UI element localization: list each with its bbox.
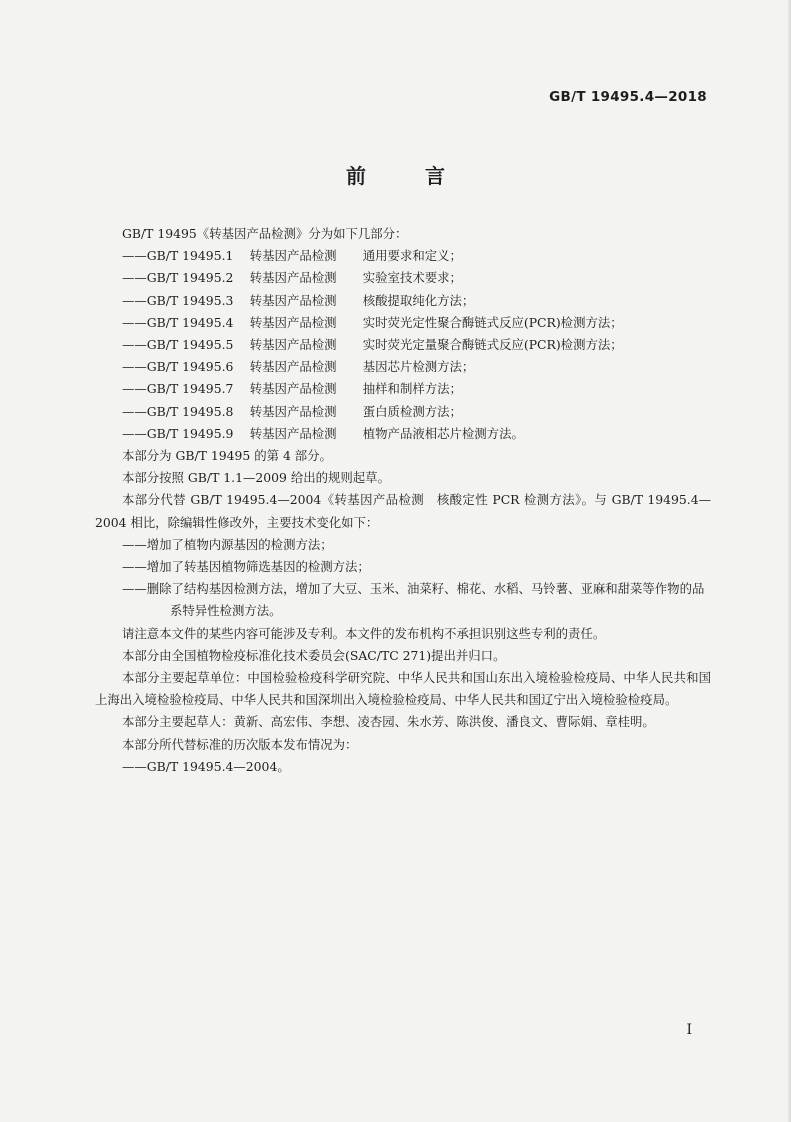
list-dash: —— (122, 248, 147, 264)
part-series: 转基因产品检测 (249, 337, 337, 353)
part-list-item (95, 378, 711, 400)
change-item: ——删除了结构基因检测方法，增加了大豆、玉米、油菜籽、棉花、水稻、马铃薯、亚麻和甜菜等作物的品系特异性检测方法。 (122, 581, 705, 619)
part-name: 抽样和制样方法； (362, 381, 462, 397)
history-heading: 本部分所代替标准的历次版本发布情况为： (122, 736, 358, 752)
part-name: 植物产品液相芯片检测方法。 (362, 425, 524, 441)
part-name: 核酸提取纯化方法； (362, 292, 475, 308)
intro-paragraph: GB/T 19495《转基因产品检测》分为如下几部分： (122, 226, 408, 241)
scan-edge (787, 0, 791, 1122)
page-number: I (686, 1022, 692, 1038)
list-dash: —— (122, 425, 147, 441)
part-name: 蛋白质检测方法； (362, 403, 462, 419)
part-series: 转基因产品检测 (249, 314, 337, 330)
part-code: GB/T 19495.2 (146, 270, 234, 286)
list-dash: —— (122, 359, 147, 375)
part-code: GB/T 19495.3 (146, 292, 234, 308)
part-code: GB/T 19495.7 (146, 381, 234, 397)
list-dash: —— (122, 314, 147, 330)
list-dash: —— (122, 337, 147, 353)
drafting-units: 本部分主要起草单位：中国检验检疫科学研究院、中华人民共和国山东出入境检验检疫局、中华人民共和国上海出入境检验检疫局、中华人民共和国深圳出入境检验检疫局、中华人民共和国辽宁出入境检验检疫局。 (95, 670, 711, 708)
part-series: 转基因产品检测 (249, 292, 337, 308)
part-list-item (95, 245, 711, 267)
change-item: ——增加了植物内源基因的检测方法； (122, 536, 333, 552)
part-series: 转基因产品检测 (249, 359, 337, 375)
part-series: 转基因产品检测 (249, 425, 337, 441)
proposal-statement: 本部分由全国植物检疫标准化技术委员会(SAC/TC 271)提出并归口。 (122, 647, 506, 663)
parts-list (95, 245, 711, 445)
document-body (95, 223, 711, 778)
part-list-item (95, 334, 711, 356)
part-series: 转基因产品检测 (249, 270, 337, 286)
part-name: 通用要求和定义； (362, 248, 462, 264)
part-statement: 本部分为 GB/T 19495 的第 4 部分。 (122, 448, 332, 464)
part-list-item (95, 423, 711, 445)
standard-code: GB/T 19495.4—2018 (549, 89, 707, 105)
part-code: GB/T 19495.4 (146, 314, 234, 330)
part-series: 转基因产品检测 (249, 248, 337, 264)
part-code: GB/T 19495.8 (146, 403, 234, 419)
part-series: 转基因产品检测 (249, 403, 337, 419)
list-dash: —— (122, 403, 147, 419)
part-list-item (95, 312, 711, 334)
patent-notice: 请注意本文件的某些内容可能涉及专利。本文件的发布机构不承担识别这些专利的责任。 (122, 625, 606, 641)
part-name: 实时荧光定量聚合酶链式反应(PCR)检测方法； (362, 337, 623, 353)
part-code: GB/T 19495.5 (146, 337, 234, 353)
drafting-rules-statement: 本部分按照 GB/T 1.1—2009 给出的规则起草。 (122, 470, 390, 486)
part-list-item (95, 267, 711, 289)
page-title: 前 言 (346, 164, 471, 188)
part-list-item (95, 401, 711, 423)
changes-list (95, 534, 711, 623)
list-dash: —— (122, 381, 147, 397)
part-list-item (95, 356, 711, 378)
change-item: ——增加了转基因植物筛选基因的检测方法； (122, 559, 370, 575)
history-list (95, 756, 711, 778)
list-dash: —— (122, 292, 147, 308)
drafters: 本部分主要起草人：黄新、高宏伟、李想、凌杏园、朱水芳、陈洪俊、潘良文、曹际娟、章桂明。 (122, 714, 655, 730)
part-series: 转基因产品检测 (249, 381, 337, 397)
part-code: GB/T 19495.6 (146, 359, 234, 375)
part-code: GB/T 19495.9 (146, 425, 234, 441)
part-name: 实时荧光定性聚合酶链式反应(PCR)检测方法； (362, 314, 623, 330)
history-item: ——GB/T 19495.4—2004。 (122, 758, 290, 774)
replacement-statement: 本部分代替 GB/T 19495.4—2004《转基因产品检测 核酸定性 PCR 检测方法》。与 GB/T 19495.4—2004 相比，除编辑性修改外，主要技术变化如下： (95, 492, 711, 530)
part-list-item (95, 290, 711, 312)
part-name: 实验室技术要求； (362, 270, 462, 286)
part-code: GB/T 19495.1 (146, 248, 234, 264)
part-name: 基因芯片检测方法； (362, 359, 475, 375)
list-dash: —— (122, 270, 147, 286)
